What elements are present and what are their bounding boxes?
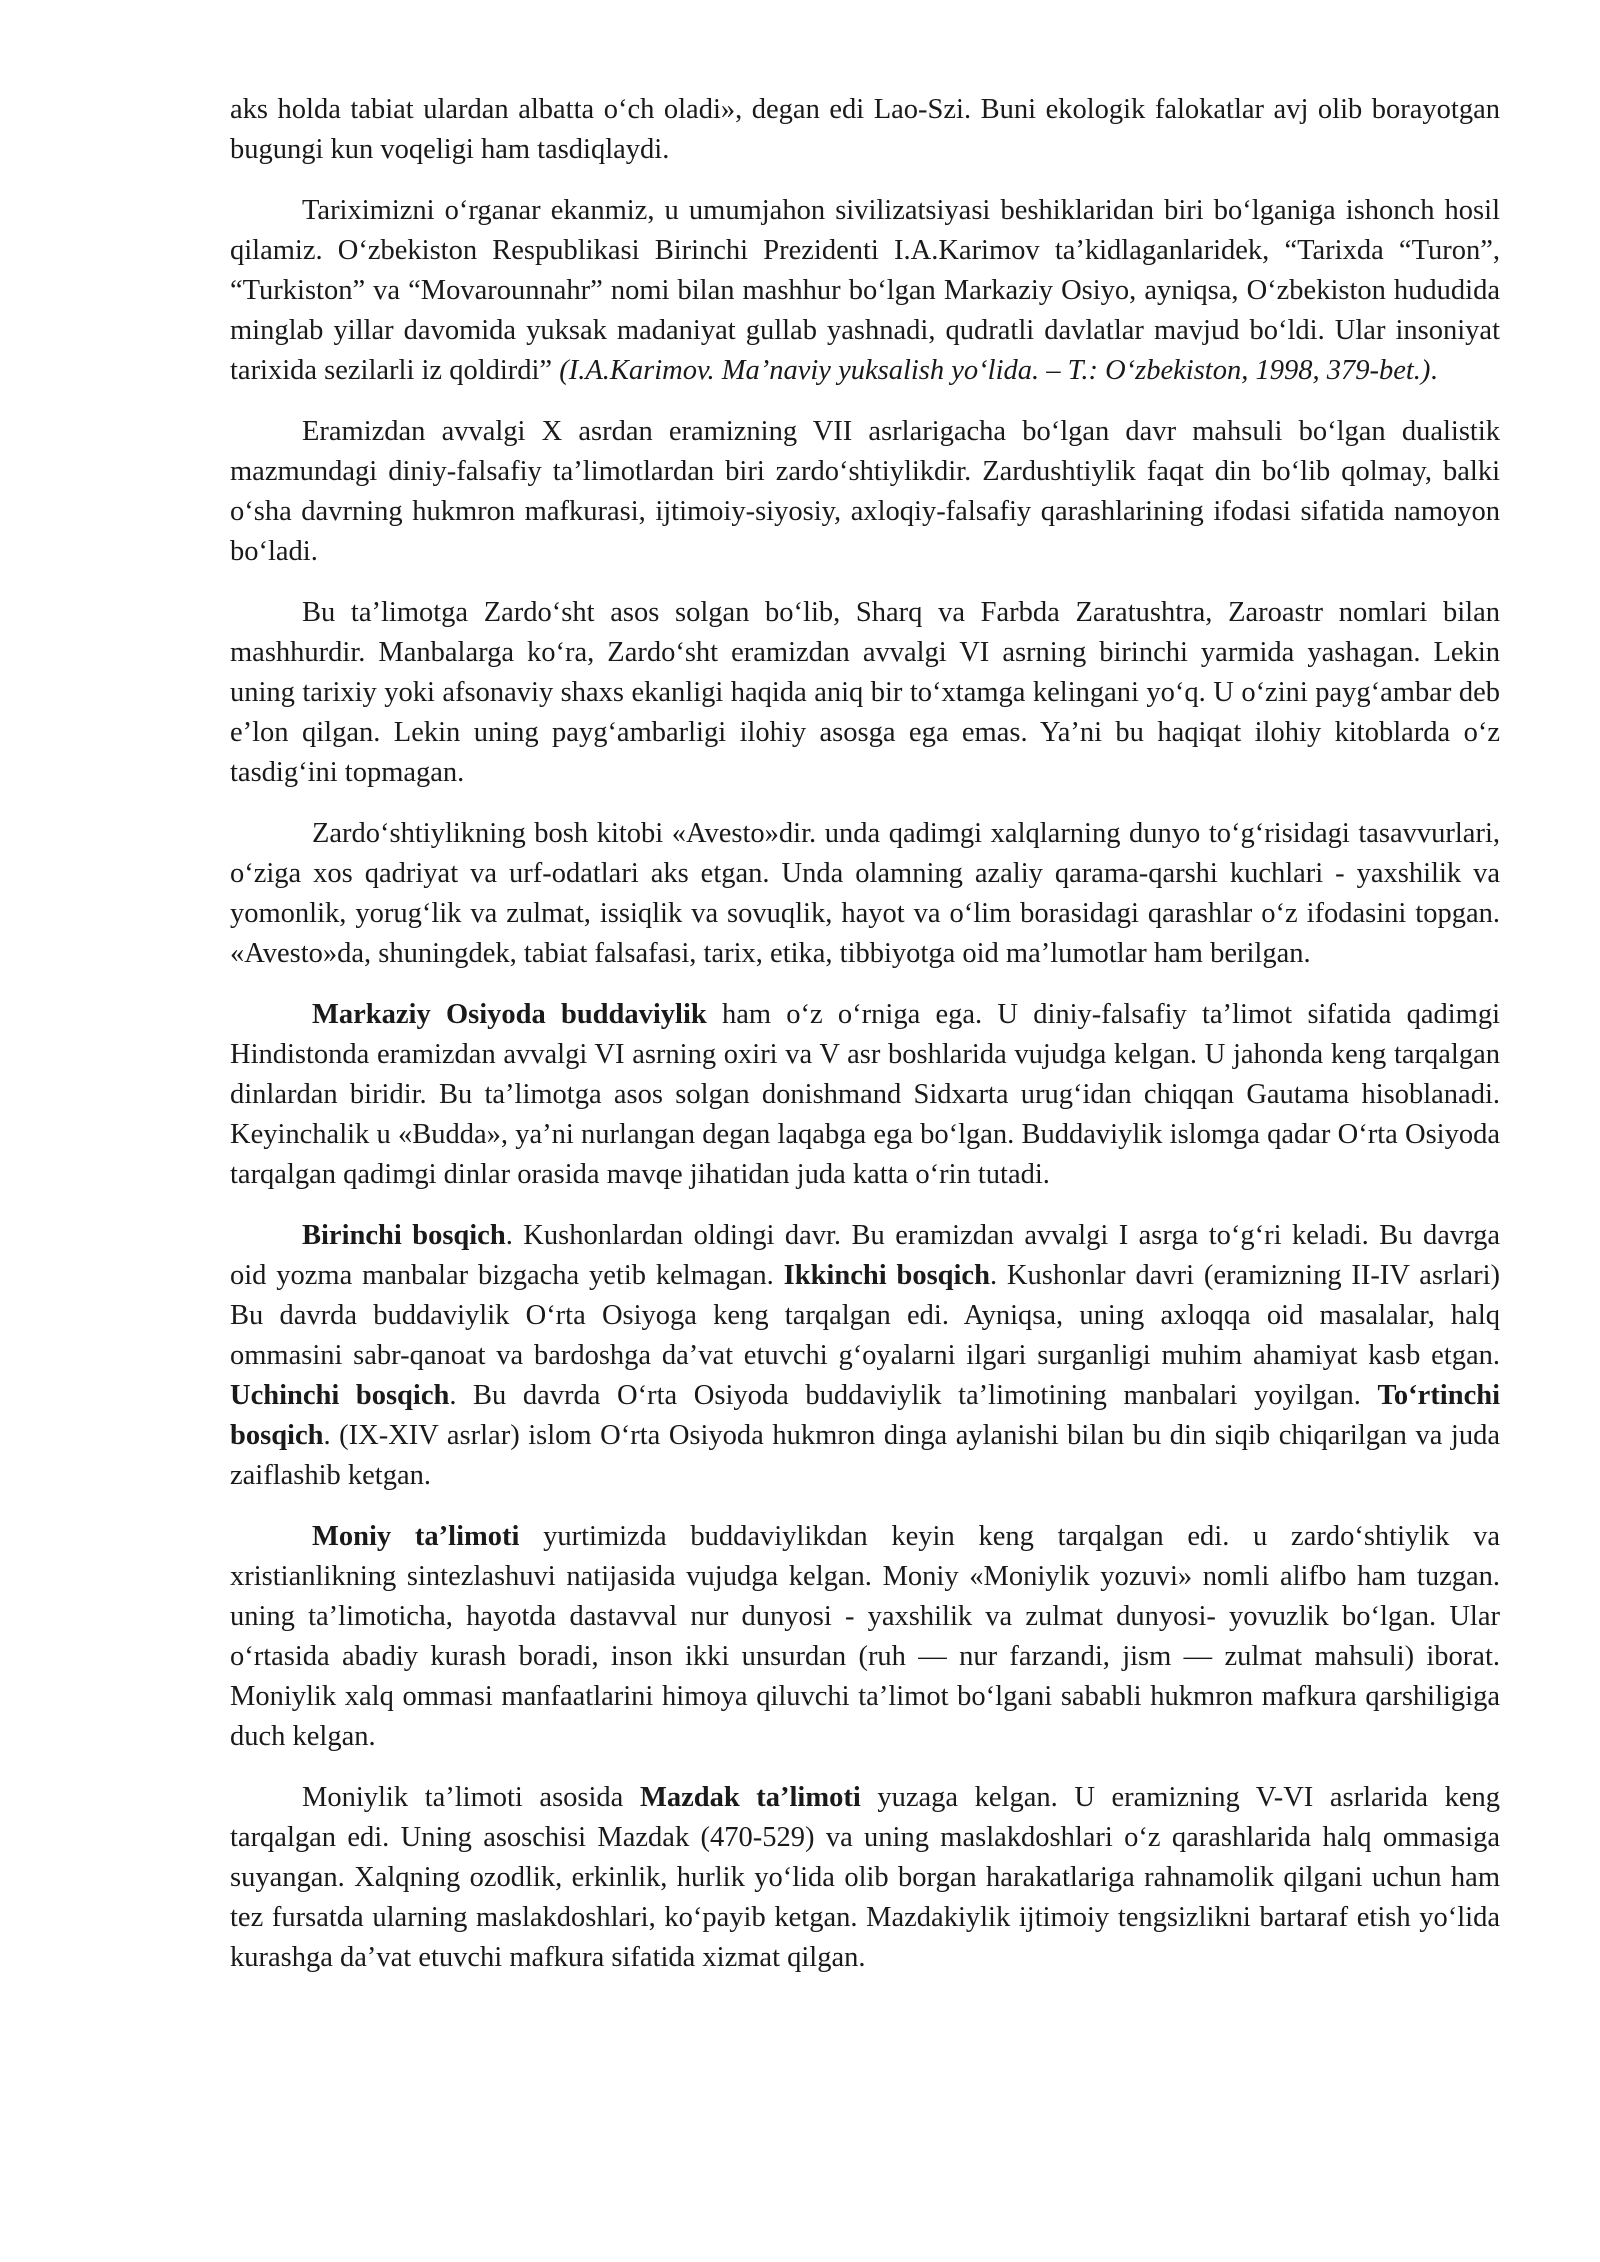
text-run: . (IX-XIV asrlar) islom O‘rta Osiyoda hukmron dinga aylanishi bilan bu din siqib chiqarilgan va juda zaiflashib ketgan. (230, 1420, 1500, 1491)
bold-term: Mazdak ta’limoti (639, 1782, 861, 1813)
bold-term: Ikkinchi bosqich (783, 1260, 990, 1291)
text-run: Tariximizni o‘rganar ekanmiz, u umumjahon sivilizatsiyasi beshiklaridan biri bo‘lganiga ishonch hosil qilamiz. O‘zbekiston Respublikasi Birinchi Prezidenti I.A.Karimov ta’kidlaganlaridek, “Tarixda “Turon”, “Turkiston” va “Movarounnahr” nomi bilan mashhur bo‘lgan Markaziy Osiyo, ayniqsa, O‘zbekiston hududida minglab yillar davomida yuksak madaniyat gullab yashnadi, qudratli davlatlar mavjud bo‘ldi. Ular insoniyat tarixida sezilarli iz qoldirdi” (230, 195, 1500, 386)
text-run: yurtimizda buddaviylikdan keyin keng tarqalgan edi. u zardo‘shtiylik va xristianlikning sintezlashuvi natijasida vujudga kelgan. Moniy «Moniylik yozuvi» nomli alifbo ham tuzgan. uning ta’limoticha, hayotda dastavval nur dunyosi - yaxshilik va zulmat dunyosi- yovuzlik bo‘lgan. Ular o‘rtasida abadiy kurash boradi, inson ikki unsurdan (ruh — nur farzandi, jism — zulmat mahsuli) iborat. Moniylik xalq ommasi manfaatlarini himoya qiluvchi ta’limot bo‘lgani sababli hukmron mafkura qarshiligiga duch kelgan. (230, 1521, 1500, 1752)
text-run: Zardo‘shtiylikning bosh kitobi «Avesto»dir. unda qadimgi xalqlarning dunyo to‘g‘risidagi tasavvurlari, o‘ziga xos qadriyat va urf-odatlari aks etgan. Unda olamning azaliy qarama-qarshi kuchlari - yaxshilik va yomonlik, yorug‘lik va zulmat, issiqlik va sovuqlik, hayot va o‘lim borasidagi qarashlar o‘z ifodasini topgan. «Avesto»da, shuningdek, tabiat falsafasi, tarix, etika, tibbiyotga oid ma’lumotlar ham berilgan. (230, 818, 1500, 969)
paragraph-p3 (230, 412, 1500, 572)
bold-term: Markaziy Osiyoda buddaviylik (312, 999, 707, 1030)
paragraph-p9 (230, 1778, 1500, 1978)
text-run: . Kushonlar davri (eramizning II-IV asrlari) Bu davrda buddaviylik O‘rta Osiyoga keng tarqalgan edi. Ayniqsa, uning axloqqa oid masalalar, halq ommasini sabr-qanoat va bardoshga da’vat etuvchi g‘oyalarni ilgari surganligi muhim ahamiyat kasb etgan. (230, 1260, 1500, 1371)
text-run: . Bu davrda O‘rta Osiyoda buddaviylik ta’limotining manbalari yoyilgan. (449, 1380, 1378, 1411)
text-run: Eramizdan avvalgi X asrdan eramizning VII asrlarigacha bo‘lgan davr mahsuli bo‘lgan dualistik mazmundagi diniy-falsafiy ta’limotlardan biri zardo‘shtiylikdir. Zardushtiylik faqat din bo‘lib qolmay, balki o‘sha davrning hukmron mafkurasi, ijtimoiy-siyosiy, axloqiy-falsafiy qarashlarining ifodasi sifatida namoyon bo‘ladi. (230, 416, 1500, 567)
bold-term: Birinchi bosqich (302, 1220, 506, 1251)
text-run: Bu ta’limotga Zardo‘sht asos solgan bo‘lib, Sharq va Farbda Zaratushtra, Zaroastr nomlari bilan mashhurdir. Manbalarga ko‘ra, Zardo‘sht eramizdan avvalgi VI asrning birinchi yarmida yashagan. Lekin uning tarixiy yoki afsonaviy shaxs ekanligi haqida aniq bir to‘xtamga kelingani yo‘q. U o‘zini payg‘ambar deb e’lon qilgan. Lekin uning payg‘ambarligi ilohiy asosga ega emas. Ya’ni bu haqiqat ilohiy kitoblarda o‘z tasdig‘ini topmagan. (230, 597, 1500, 788)
text-run: yuzaga kelgan. U eramizning V-VI asrlarida keng tarqalgan edi. Uning asoschisi Mazdak (470-529) va uning maslakdoshlari o‘z qarashlarida halq ommasiga suyangan. Xalqning ozodlik, erkinlik, hurlik yo‘lida olib borgan harakatlariga rahnamolik qilgani uchun ham tez fursatda ularning maslakdoshlari, ko‘payib ketgan. Mazdakiylik ijtimoiy tengsizlikni bartaraf etish yo‘lida kurashga da’vat etuvchi mafkura sifatida xizmat qilgan. (230, 1782, 1500, 1973)
paragraph-p5 (230, 814, 1500, 974)
paragraph-p6 (230, 995, 1500, 1195)
paragraph-p8 (230, 1517, 1500, 1757)
citation: (I.A.Karimov. Ma’naviy yuksalish yo‘lida. – T.: O‘zbekiston, 1998, 379-bet.) (559, 355, 1431, 386)
bold-term: To‘rtinchi bosqich (230, 1380, 1500, 1451)
paragraph-p4 (230, 593, 1500, 793)
bold-term: Uchinchi bosqich (230, 1380, 450, 1411)
paragraph-p1 (230, 90, 1500, 170)
paragraph-p2 (230, 191, 1500, 391)
text-run: ham o‘z o‘rniga ega. U diniy-falsafiy ta’limot sifatida qadimgi Hindistonda eramizdan avvalgi VI asrning oxiri va V asr boshlarida vujudga kelgan. U jahonda keng tarqalgan dinlardan biridir. Bu ta’limotga asos solgan donishmand Sidxarta urug‘idan chiqqan Gautama hisoblanadi. Keyinchalik u «Budda», ya’ni nurlangan degan laqabga ega bo‘lgan. Buddaviylik islomga qadar O‘rta Osiyoda tarqalgan qadimgi dinlar orasida mavqe jihatidan juda katta o‘rin tutadi. (230, 999, 1500, 1190)
text-run: . (1430, 355, 1438, 386)
paragraph-p7 (230, 1216, 1500, 1496)
text-run: aks holda tabiat ulardan albatta o‘ch oladi», degan edi Lao-Szi. Buni ekologik falokatlar avj olib borayotgan bugungi kun voqeligi ham tasdiqlaydi. (230, 94, 1500, 165)
bold-term: Moniy ta’limoti (312, 1521, 520, 1552)
text-run: . Kushonlardan oldingi davr. Bu eramizdan avvalgi I asrga to‘g‘ri keladi. Bu davrga oid yozma manbalar bizgacha yetib kelmagan. (230, 1220, 1500, 1291)
text-run: Moniylik ta’limoti asosida (302, 1782, 640, 1813)
document-page (230, 90, 1500, 1999)
